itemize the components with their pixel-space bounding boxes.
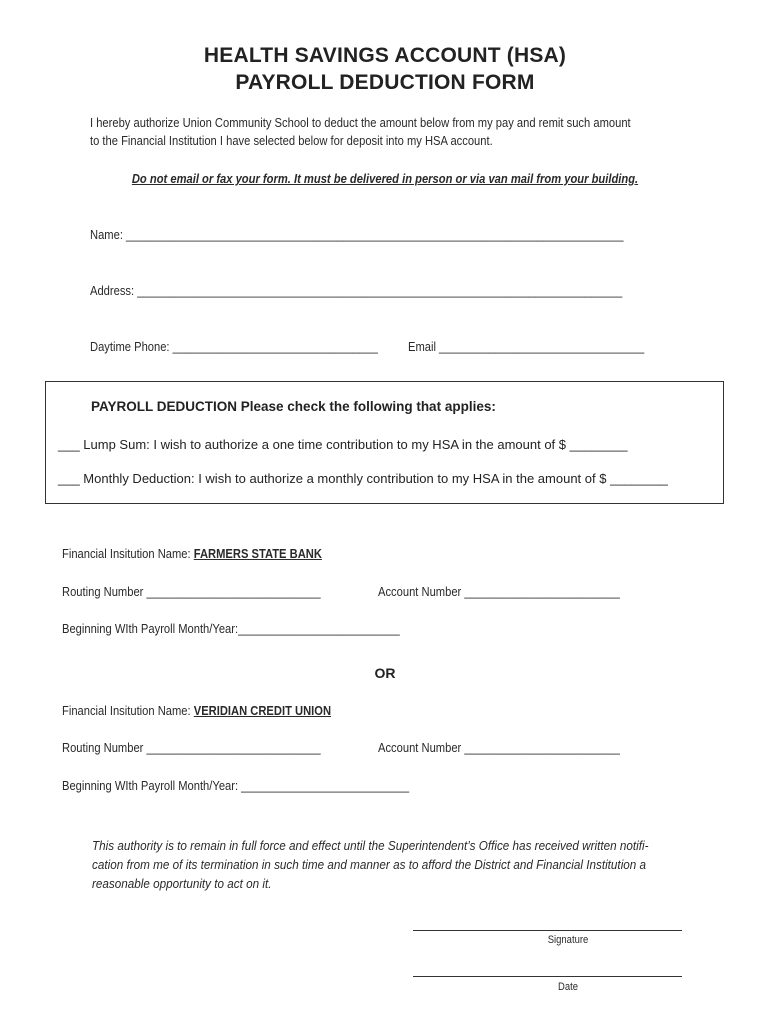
bank2-name-value: VERIDIAN CREDIT UNION (193, 703, 332, 718)
form-title-line1: HEALTH SAVINGS ACCOUNT (HSA) (203, 44, 567, 67)
bank2-name-label: Financial Insitution Name: (62, 703, 191, 718)
name-field[interactable]: Name: ________________________________________________________________________________ (90, 227, 624, 242)
bank1-beginning-field[interactable]: Beginning WIth Payroll Month/Year:__________________________ (62, 621, 400, 636)
bank2-account-field[interactable]: Account Number _________________________ (378, 740, 620, 755)
bank1-routing-field[interactable]: Routing Number ____________________________ (62, 584, 321, 599)
daytime-phone-field[interactable]: Daytime Phone: _________________________________ (90, 339, 378, 354)
signature-label: Signature (547, 934, 589, 946)
delivery-warning: Do not email or fax your form. It must be delivered in person or via van mail from your building. (131, 171, 639, 186)
bank1-name-value: FARMERS STATE BANK (193, 546, 322, 561)
authority-line2: cation from me of its termination in such time and manner as to afford the District and Financial Institution a (92, 857, 647, 872)
authority-line1: This authority is to remain in full force and effect until the Superintendent’s Office has received written notifi- (92, 838, 649, 853)
signature-line[interactable] (413, 930, 682, 931)
form-title-line2: PAYROLL DEDUCTION FORM (235, 71, 535, 94)
payroll-deduction-heading: PAYROLL DEDUCTION Please check the following that applies: (91, 399, 496, 414)
bank2-name-row (62, 703, 331, 718)
date-label: Date (558, 981, 578, 993)
intro-line1: I hereby authorize Union Community School to deduct the amount below from my pay and remit such amount (90, 115, 631, 130)
bank2-beginning-field[interactable]: Beginning WIth Payroll Month/Year: ___________________________ (62, 778, 410, 793)
bank1-name-row (62, 546, 322, 561)
lump-sum-option[interactable]: ___ Lump Sum: I wish to authorize a one time contribution to my HSA in the amount of $ ________ (58, 437, 628, 452)
intro-line2: to the Financial Institution I have selected below for deposit into my HSA account. (90, 133, 493, 148)
date-line[interactable] (413, 976, 682, 977)
authority-line3: reasonable opportunity to act on it. (92, 876, 272, 891)
or-separator: OR (374, 665, 396, 681)
address-field[interactable]: Address: ______________________________________________________________________________ (90, 283, 623, 298)
bank1-name-label: Financial Insitution Name: (62, 546, 191, 561)
monthly-deduction-option[interactable]: ___ Monthly Deduction: I wish to authorize a monthly contribution to my HSA in the amount of $ ________ (58, 471, 668, 486)
bank2-routing-field[interactable]: Routing Number ____________________________ (62, 740, 321, 755)
email-field[interactable]: Email _________________________________ (408, 339, 645, 354)
bank1-account-field[interactable]: Account Number _________________________ (378, 584, 620, 599)
